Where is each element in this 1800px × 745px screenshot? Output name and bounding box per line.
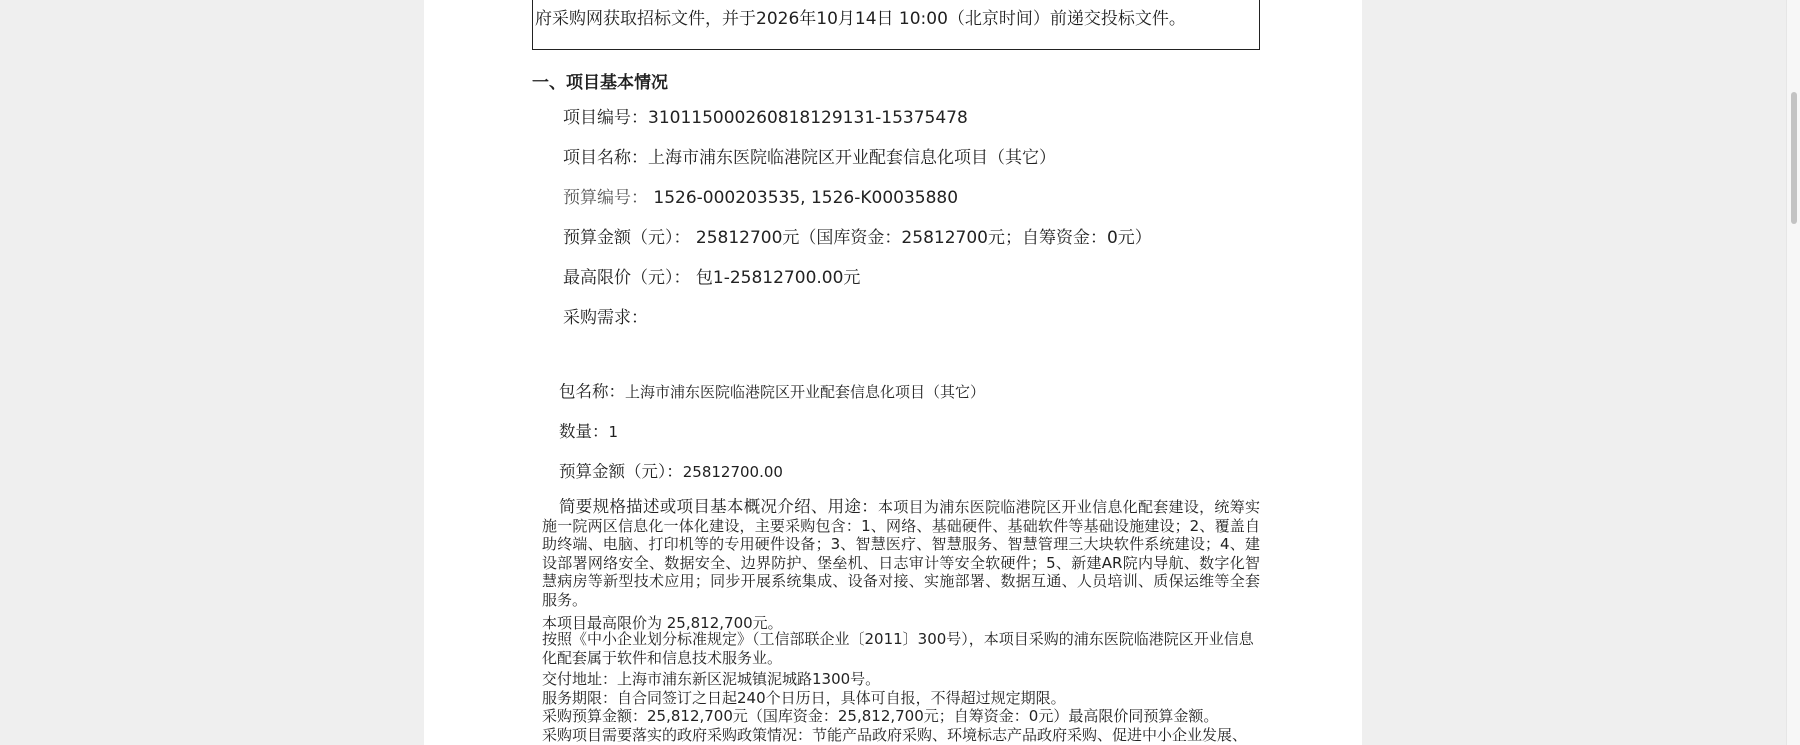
budget-number-label: 预算编号：	[563, 188, 648, 208]
project-description	[542, 498, 1260, 610]
budget-number-row	[563, 183, 958, 208]
project-name-row	[563, 143, 1056, 168]
package-budget-value: 25812700.00	[682, 463, 783, 481]
procurement-policy-line: 采购项目需要落实的政府采购政策情况：节能产品政府采购、环境标志产品政府采购、促进中小企业发展、	[542, 726, 1248, 744]
project-name-value: 上海市浦东医院临港院区开业配套信息化项目（其它）	[648, 148, 1056, 168]
project-name-label: 项目名称：	[563, 148, 648, 168]
project-number-value: 310115000260818129131-15375478	[648, 108, 968, 128]
notice-text: 府采购网获取招标文件，并于2026年10月14日 10:00（北京时间）前递交投标文件。	[535, 9, 1186, 29]
budget-number-value: 1526-000203535, 1526-K00035880	[648, 188, 959, 208]
budget-amount-value: 25812700元（国库资金：25812700元；自筹资金：0元）	[690, 228, 1152, 248]
package-name-label: 包名称：	[559, 382, 625, 401]
description-lead: 简要规格描述或项目基本概况介绍、用途：	[559, 497, 879, 516]
budget-amount-label: 预算金额（元）：	[563, 228, 691, 248]
max-price-value: 包1-25812700.00元	[690, 268, 861, 288]
package-quantity-label: 数量：	[559, 422, 609, 441]
description-body: 本项目为浦东医院临港院区开业信息化配套建设，统筹实施一院两区信息化一体化建设，主要采购包含：1、网络、基础硬件、基础软件等基础设施建设；2、覆盖自助终端、电脑、打印机等的专用硬件设备；3、智慧医疗、智慧服务、智慧管理三大块软件系统建设；4、建设部署网络安全、数据安全、边界防护、堡垒机、日志审计等安全软硬件；5、新建AR院内导航、数字化智慧病房等新型技术应用；同步开展系统集成、设备对接、实施部署、数据互通、人员培训、质保运维等全套服务。	[542, 498, 1261, 609]
max-price-label: 最高限价（元）：	[563, 268, 691, 288]
scrollbar-thumb[interactable]	[1791, 92, 1797, 224]
project-number-label: 项目编号：	[563, 108, 648, 128]
section-title: 一、项目基本情况	[532, 73, 668, 93]
notice-box	[532, 0, 1260, 50]
sme-classification-line: 按照《中小企业划分标准规定》（工信部联企业〔2011〕300号），本项目采购的浦东医院临港院区开业信息化配套属于软件和信息技术服务业。	[542, 630, 1254, 667]
vertical-scrollbar[interactable]	[1786, 0, 1800, 745]
package-name-value: 上海市浦东医院临港院区开业配套信息化项目（其它）	[625, 383, 986, 401]
project-number-row	[563, 103, 968, 128]
procurement-budget-line: 采购预算金额：25,812,700元（国库资金：25,812,700元；自筹资金：0元）最高限价同预算金额。	[542, 707, 1219, 725]
max-price-line: 本项目最高限价为 25,812,700元。	[542, 614, 783, 632]
budget-amount-row	[563, 223, 1152, 248]
package-quantity-value: 1	[608, 423, 619, 441]
max-price-row	[563, 263, 860, 288]
delivery-address-line: 交付地址：上海市浦东新区泥城镇泥城路1300号。	[542, 670, 881, 688]
procurement-demand-label: 采购需求：	[563, 308, 648, 328]
package-budget-row	[559, 458, 783, 482]
package-quantity-row	[559, 418, 618, 442]
package-budget-label: 预算金额（元）：	[559, 462, 683, 481]
document-page	[424, 0, 1362, 745]
package-name-row	[559, 378, 985, 402]
procurement-demand-row	[563, 303, 648, 328]
service-period-line: 服务期限：自合同签订之日起240个日历日，具体可自报，不得超过规定期限。	[542, 689, 1066, 707]
